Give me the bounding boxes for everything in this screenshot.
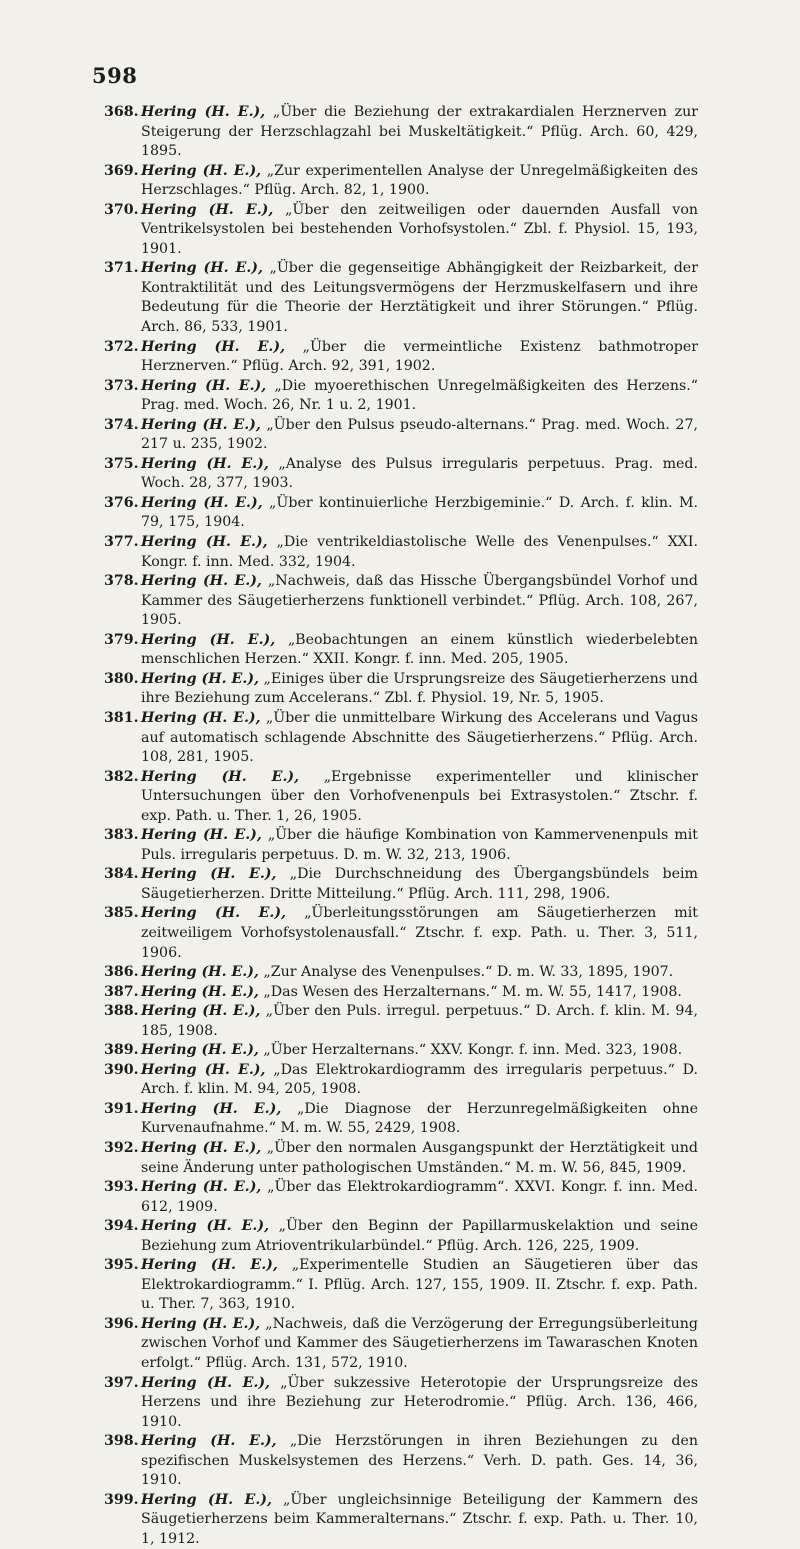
- reference-entry: [104, 631, 698, 670]
- reference-entry: [104, 1178, 698, 1217]
- reference-number: 382.: [104, 768, 139, 785]
- reference-text: „Über die Beziehung der extrakardialen Herznerven zur Steigerung der Herzschlagzahl bei Muskeltätigkeit.“ Pflüg. Arch. 60, 429, 1895.: [141, 104, 699, 160]
- reference-author: Hering (H. E.),: [141, 670, 259, 687]
- reference-author: Hering (H. E.),: [141, 534, 268, 551]
- reference-number: 372.: [104, 338, 139, 355]
- reference-text: „Zur Analyse des Venenpulses.“ D. m. W. 33, 1895, 1907.: [258, 964, 674, 981]
- reference-text: „Nachweis, daß das Hissche Übergangsbündel Vorhof und Kammer des Säugetierherzens funktionell verbindet.“ Pflüg. Arch. 108, 267, 1905.: [141, 573, 699, 629]
- reference-text: „Überleitungsstörungen am Säugetierherzen mit zeitweiligem Vorhofsystolenausfall.“ Ztschr. f. exp. Path. u. Ther. 3, 511, 1906.: [141, 905, 698, 961]
- reference-author: Hering (H. E.),: [141, 338, 286, 355]
- reference-entry: [104, 103, 698, 162]
- reference-author: Hering (H. E.),: [141, 162, 262, 179]
- reference-text: „Die Durchschneidung des Übergangsbündels beim Säugetierherzen. Dritte Mitteilung.“ Pflüg. Arch. 111, 298, 1906.: [141, 866, 698, 902]
- reference-entry: [104, 377, 698, 416]
- reference-author: Hering (H. E.),: [141, 1100, 282, 1117]
- reference-entry: [104, 904, 698, 963]
- reference-number: 377.: [104, 534, 139, 551]
- reference-entry: [104, 572, 698, 631]
- reference-number: 392.: [104, 1139, 139, 1156]
- reference-number: 370.: [104, 201, 139, 218]
- reference-entry: [104, 162, 698, 201]
- reference-number: 378.: [104, 573, 139, 590]
- reference-entry: [104, 416, 698, 455]
- reference-author: Hering (H. E.),: [141, 1139, 262, 1156]
- reference-author: Hering (H. E.),: [141, 377, 267, 394]
- reference-number: 394.: [104, 1218, 139, 1235]
- reference-text: „Die ventrikeldiastolische Welle des Venenpulses.“ XXI. Kongr. f. inn. Med. 332, 1904.: [141, 534, 699, 570]
- reference-author: Hering (H. E.),: [141, 1315, 261, 1332]
- reference-author: Hering (H. E.),: [141, 1042, 259, 1059]
- reference-entry: [104, 1139, 698, 1178]
- page-number: 598: [92, 63, 138, 88]
- reference-author: Hering (H. E.),: [141, 964, 259, 981]
- reference-text: „Über den normalen Ausgangspunkt der Herztätigkeit und seine Änderung unter pathologischen Umständen.“ M. m. W. 56, 845, 1909.: [141, 1139, 698, 1176]
- reference-entry: [104, 1002, 698, 1041]
- reference-text: „Beobachtungen an einem künstlich wiederbelebten menschlichen Herzen.“ XXII. Kongr. f. inn. Med. 205, 1905.: [141, 631, 698, 668]
- reference-text: „Das Elektrokardiogramm des irregularis perpetuus.“ D. Arch. f. klin. M. 94, 205, 1908.: [141, 1061, 698, 1098]
- reference-text: „Ergebnisse experimenteller und klinischer Untersuchungen über den Vorhofvenenpuls bei Extrasystolen.“ Ztschr. f. exp. Path. u. Ther. 1, 26, 1905.: [141, 768, 699, 824]
- reference-number: 369.: [104, 162, 139, 179]
- reference-entry: [104, 963, 698, 983]
- reference-author: Hering (H. E.),: [141, 455, 269, 472]
- reference-text: „Über die häufige Kombination von Kammervenenpuls mit Puls. irregularis perpetuus. D. m. W. 32, 213, 1906.: [141, 827, 698, 863]
- reference-author: Hering (H. E.),: [141, 1003, 261, 1020]
- reference-author: Hering (H. E.),: [141, 1257, 278, 1274]
- reference-author: Hering (H. E.),: [141, 1374, 271, 1391]
- reference-entry: [104, 709, 698, 768]
- reference-text: „Über kontinuierliche Herzbigeminie.“ D. Arch. f. klin. M. 79, 175, 1904.: [141, 494, 699, 531]
- reference-number: 399.: [104, 1491, 139, 1508]
- reference-entry: [104, 455, 698, 494]
- reference-author: Hering (H. E.),: [141, 104, 266, 120]
- reference-author: Hering (H. E.),: [141, 1218, 270, 1235]
- reference-text: „Über den Beginn der Papillarmuskelaktion und seine Beziehung zum Atrioventrikularbündel.“ Pflüg. Arch. 126, 225, 1909.: [141, 1218, 698, 1254]
- reference-author: Hering (H. E.),: [141, 905, 286, 922]
- reference-text: „Analyse des Pulsus irregularis perpetuus. Prag. med. Woch. 28, 377, 1903.: [141, 455, 699, 492]
- reference-number: 397.: [104, 1374, 139, 1391]
- reference-number: 381.: [104, 709, 139, 726]
- reference-number: 368.: [104, 104, 139, 120]
- reference-author: Hering (H. E.),: [141, 573, 262, 590]
- reference-text: „Über Herzalternans.“ XXV. Kongr. f. inn. Med. 323, 1908.: [258, 1042, 683, 1059]
- reference-number: 387.: [104, 983, 139, 1000]
- reference-author: Hering (H. E.),: [141, 260, 263, 277]
- reference-author: Hering (H. E.),: [141, 983, 259, 1000]
- reference-author: Hering (H. E.),: [141, 494, 263, 511]
- reference-author: Hering (H. E.),: [141, 201, 274, 218]
- reference-list: [104, 103, 698, 1549]
- reference-entry: [104, 983, 698, 1003]
- reference-number: 386.: [104, 964, 139, 981]
- reference-number: 395.: [104, 1257, 139, 1274]
- reference-author: Hering (H. E.),: [141, 1491, 272, 1508]
- reference-number: 374.: [104, 416, 139, 433]
- reference-author: Hering (H. E.),: [141, 709, 261, 726]
- reference-text: „Über den Pulsus pseudo-alternans.“ Prag. med. Woch. 27, 217 u. 235, 1902.: [141, 416, 698, 453]
- reference-number: 376.: [104, 494, 139, 511]
- reference-text: „Über die gegenseitige Abhängigkeit der Reizbarkeit, der Kontraktilität und des Leitungsvermögens der Herzmuskelfasern und ihre Bedeutung für die Theorie der Herztätigkeit und ihrer Störungen.“ Pflüg. Arch. 86, 533, 1901.: [141, 260, 698, 336]
- reference-number: 384.: [104, 866, 139, 883]
- reference-entry: [104, 533, 698, 572]
- reference-entry: [104, 494, 698, 533]
- reference-text: „Über die vermeintliche Existenz bathmotroper Herznerven.“ Pflüg. Arch. 92, 391, 1902.: [141, 338, 698, 375]
- reference-entry: [104, 201, 698, 260]
- reference-author: Hering (H. E.),: [141, 768, 300, 785]
- reference-number: 390.: [104, 1061, 139, 1078]
- reference-number: 371.: [104, 260, 139, 277]
- reference-entry: [104, 1100, 698, 1139]
- reference-entry: [104, 670, 698, 709]
- reference-text: „Über die unmittelbare Wirkung des Accelerans und Vagus auf automatisch schlagende Abschnitte des Säugetierherzens.“ Pflüg. Arch. 108, 281, 1905.: [141, 709, 699, 766]
- reference-entry: [104, 826, 698, 865]
- reference-entry: [104, 1256, 698, 1315]
- reference-text: „Über ungleichsinnige Beteiligung der Kammern des Säugetierherzens beim Kammeralternans.“ Ztschr. f. exp. Path. u. Ther. 10, 1, 1912.: [141, 1491, 699, 1547]
- reference-entry: [104, 1491, 698, 1549]
- reference-number: 388.: [104, 1003, 139, 1020]
- reference-author: Hering (H. E.),: [141, 631, 276, 648]
- reference-entry: [104, 1315, 698, 1374]
- reference-entry: [104, 865, 698, 904]
- reference-text: „Über sukzessive Heterotopie der Ursprungsreize des Herzens und ihre Beziehung zur Heterodromie.“ Pflüg. Arch. 136, 466, 1910.: [141, 1374, 698, 1430]
- reference-number: 379.: [104, 631, 139, 648]
- reference-author: Hering (H. E.),: [141, 1179, 262, 1196]
- reference-number: 393.: [104, 1179, 139, 1196]
- reference-text: „Über den zeitweiligen oder dauernden Ausfall von Ventrikelsystolen bei bestehenden Vorhofsystolen.“ Zbl. f. Physiol. 15, 193, 1901.: [141, 201, 699, 257]
- reference-number: 385.: [104, 905, 139, 922]
- reference-text: „Nachweis, daß die Verzögerung der Erregungsüberleitung zwischen Vorhof und Kammer des Säugetierherzens im Tawaraschen Knoten erfolgt.“ Pflüg. Arch. 131, 572, 1910.: [141, 1315, 698, 1371]
- reference-author: Hering (H. E.),: [141, 1061, 266, 1078]
- reference-text: „Zur experimentellen Analyse der Unregelmäßigkeiten des Herzschlages.“ Pflüg. Arch. 82, 1, 1900.: [141, 162, 699, 199]
- reference-text: „Über das Elektrokardiogramm“. XXVI. Kongr. f. inn. Med. 612, 1909.: [141, 1179, 699, 1215]
- reference-author: Hering (H. E.),: [141, 827, 262, 844]
- reference-number: 380.: [104, 670, 139, 687]
- reference-number: 391.: [104, 1100, 139, 1117]
- reference-entry: [104, 1061, 698, 1100]
- reference-author: Hering (H. E.),: [141, 416, 261, 433]
- reference-author: Hering (H. E.),: [141, 866, 277, 883]
- reference-text: „Das Wesen des Herzalternans.“ M. m. W. 55, 1417, 1908.: [258, 983, 682, 1000]
- reference-number: 373.: [104, 377, 139, 394]
- reference-entry: [104, 1374, 698, 1433]
- reference-text: „Die Herzstörungen in ihren Beziehungen zu den spezifischen Muskelsystemen des Herzens.“ Verh. D. path. Ges. 14, 36, 1910.: [141, 1433, 698, 1489]
- reference-entry: [104, 1041, 698, 1061]
- reference-text: „Die Diagnose der Herzunregelmäßigkeiten ohne Kurvenaufnahme.“ M. m. W. 55, 2429, 1908.: [141, 1100, 698, 1137]
- reference-number: 398.: [104, 1433, 139, 1450]
- reference-number: 383.: [104, 827, 139, 844]
- reference-entry: [104, 1217, 698, 1256]
- reference-text: „Experimentelle Studien an Säugetieren über das Elektrokardiogramm.“ I. Pflüg. Arch. 127, 155, 1909. II. Ztschr. f. exp. Path. u. Ther. 7, 363, 1910.: [141, 1257, 699, 1313]
- reference-entry: [104, 259, 698, 337]
- reference-entry: [104, 1432, 698, 1491]
- reference-text: „Einiges über die Ursprungsreize des Säugetierherzens und ihre Beziehung zum Accelerans.“ Zbl. f. Physiol. 19, Nr. 5, 1905.: [141, 670, 698, 707]
- reference-author: Hering (H. E.),: [141, 1433, 277, 1450]
- reference-number: 389.: [104, 1042, 139, 1059]
- reference-entry: [104, 338, 698, 377]
- reference-entry: [104, 768, 698, 827]
- reference-text: „Über den Puls. irregul. perpetuus.“ D. Arch. f. klin. M. 94, 185, 1908.: [141, 1003, 699, 1039]
- reference-text: „Die myoerethischen Unregelmäßigkeiten des Herzens.“ Prag. med. Woch. 26, Nr. 1 u. 2, 1901.: [141, 377, 698, 414]
- reference-number: 396.: [104, 1315, 139, 1332]
- reference-number: 375.: [104, 455, 139, 472]
